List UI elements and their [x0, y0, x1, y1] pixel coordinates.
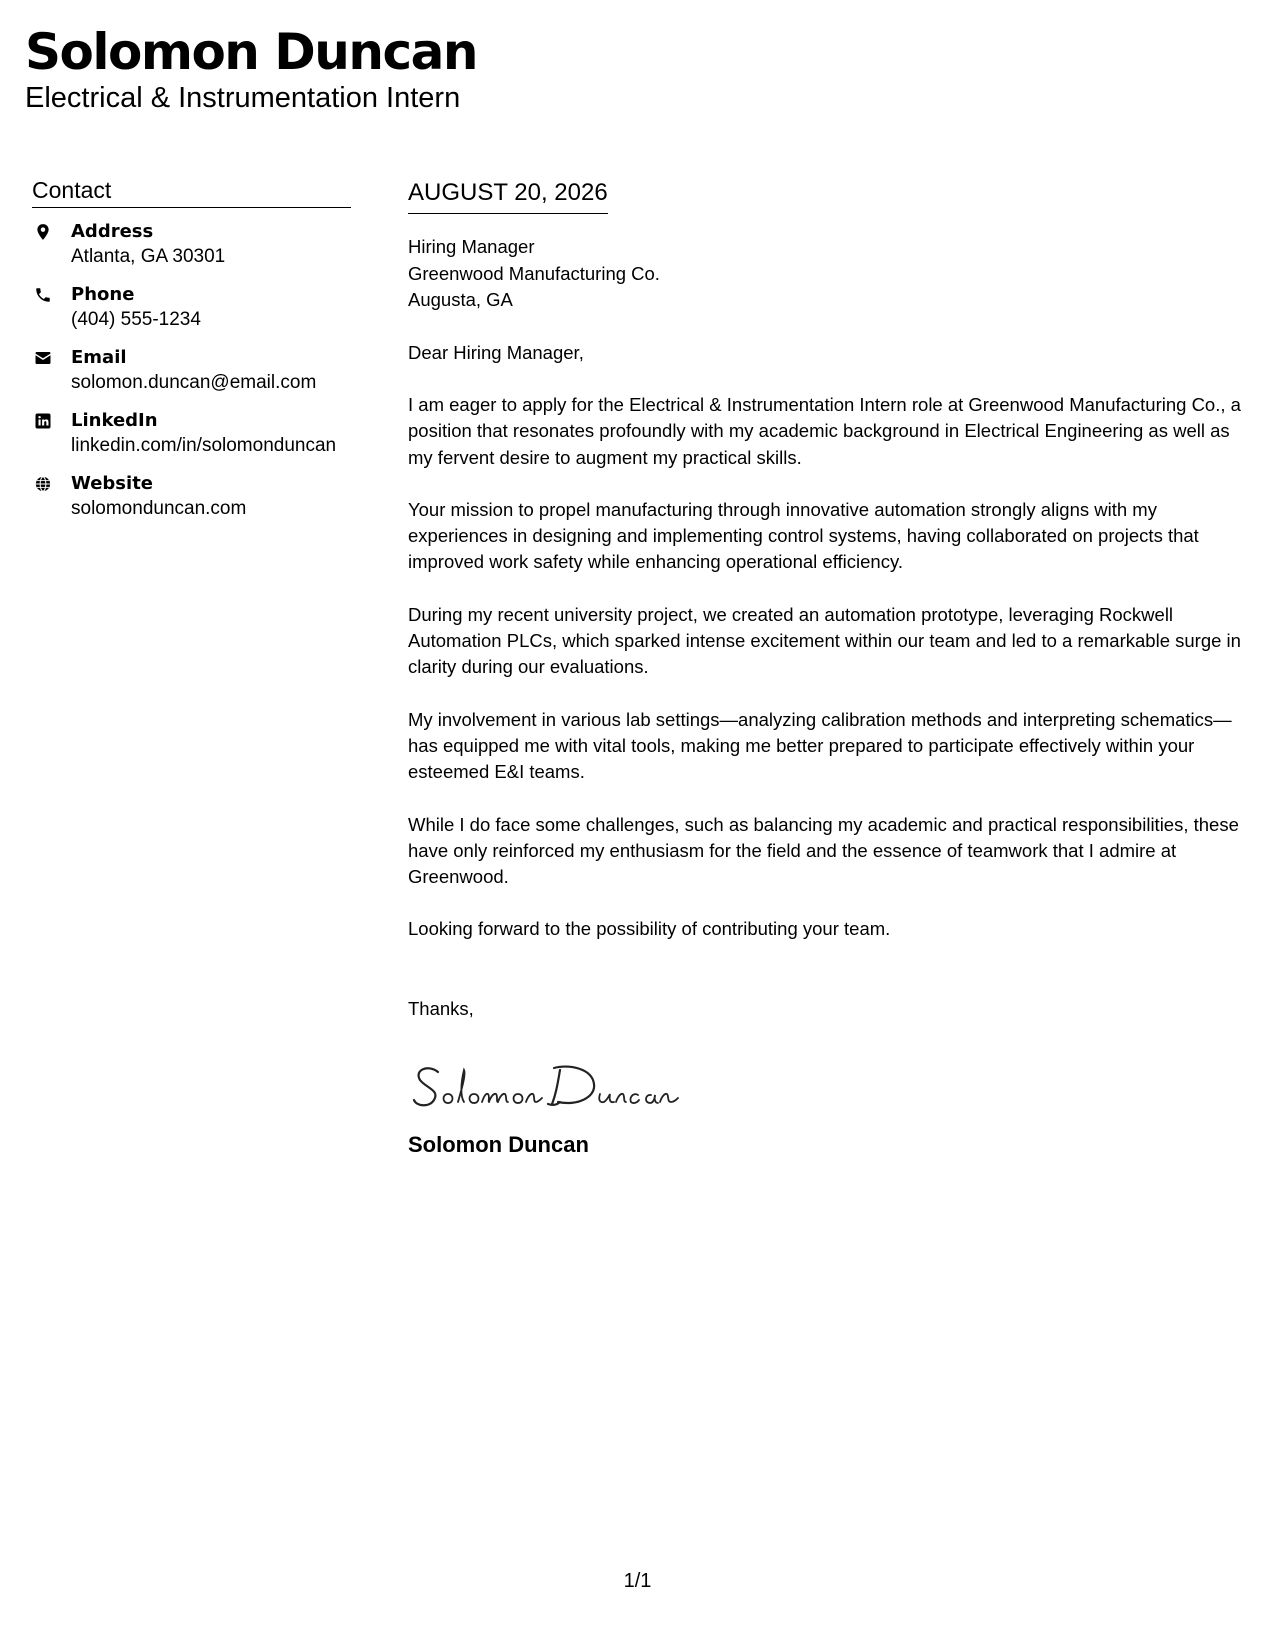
- recipient-line: Hiring Manager: [408, 236, 535, 257]
- closing: Thanks,: [408, 997, 474, 1019]
- body-paragraph: I am eager to apply for the Electrical & Instrumentation Intern role at Greenwood Manufacturing Co., a position that resonates profoundly with my academic background in Electrical Engineering as well as my fervent desire to augment my practical skills.: [408, 394, 1241, 468]
- contact-list: [32, 219, 351, 534]
- body-paragraph: Looking forward to the possibility of contributing your team.: [408, 918, 891, 940]
- contact-label: Website: [71, 473, 154, 494]
- contact-label: LinkedIn: [71, 410, 158, 431]
- contact-item-phone: [32, 282, 351, 345]
- envelope-icon: [34, 349, 52, 367]
- recipient-block: [408, 234, 1248, 314]
- contact-item-email: [32, 345, 351, 408]
- body-paragraph: During my recent university project, we created an automation prototype, leveraging Rockwell Automation PLCs, which sparked intense excitement within our team and led to a remarkable surge in clarity during our evaluations.: [408, 603, 1241, 678]
- globe-icon: [34, 475, 52, 493]
- applicant-title: Electrical & Instrumentation Intern: [25, 82, 461, 114]
- body-paragraph: My involvement in various lab settings—analyzing calibration methods and interpreting schematics—has equipped me with vital tools, making me better prepared to participate effectively within your esteemed E&I teams.: [408, 708, 1232, 783]
- address-value: Atlanta, GA 30301: [71, 246, 226, 267]
- website-value[interactable]: solomonduncan.com: [71, 498, 247, 519]
- contact-heading: Contact: [32, 176, 351, 208]
- linkedin-value[interactable]: linkedin.com/in/solomonduncan: [71, 435, 337, 456]
- letter-body: [408, 178, 1248, 1159]
- applicant-name: Solomon Duncan: [25, 23, 477, 81]
- map-pin-icon: [34, 223, 52, 241]
- contact-label: Address: [71, 221, 154, 242]
- contact-item-linkedin: [32, 408, 351, 471]
- recipient-line: Greenwood Manufacturing Co.: [408, 262, 660, 284]
- body-paragraph: While I do face some challenges, such as balancing my academic and practical responsibilities, these have only reinforced my enthusiasm for the field and the essence of teamwork that I admire at Greenwood.: [408, 813, 1239, 888]
- linkedin-icon: [34, 412, 52, 430]
- salutation: Dear Hiring Manager,: [408, 341, 584, 363]
- contact-sidebar: [32, 176, 351, 534]
- letter-date: AUGUST 20, 2026: [408, 178, 608, 214]
- handwritten-signature: [408, 1058, 708, 1114]
- body-paragraph: Your mission to propel manufacturing through innovative automation strongly aligns with my experiences in designing and implementing control systems, having collaborated on projects that improved work safety while enhancing operational efficiency.: [408, 498, 1199, 573]
- email-value[interactable]: solomon.duncan@email.com: [71, 372, 317, 393]
- signer-name: Solomon Duncan: [408, 1131, 589, 1157]
- contact-item-address: [32, 219, 351, 282]
- contact-item-website: [32, 471, 351, 534]
- page-number: 1/1: [623, 1570, 652, 1592]
- contact-label: Email: [71, 347, 127, 368]
- phone-icon: [34, 286, 52, 304]
- contact-label: Phone: [71, 284, 135, 305]
- phone-value[interactable]: (404) 555-1234: [71, 309, 201, 330]
- recipient-line: Augusta, GA: [408, 289, 513, 310]
